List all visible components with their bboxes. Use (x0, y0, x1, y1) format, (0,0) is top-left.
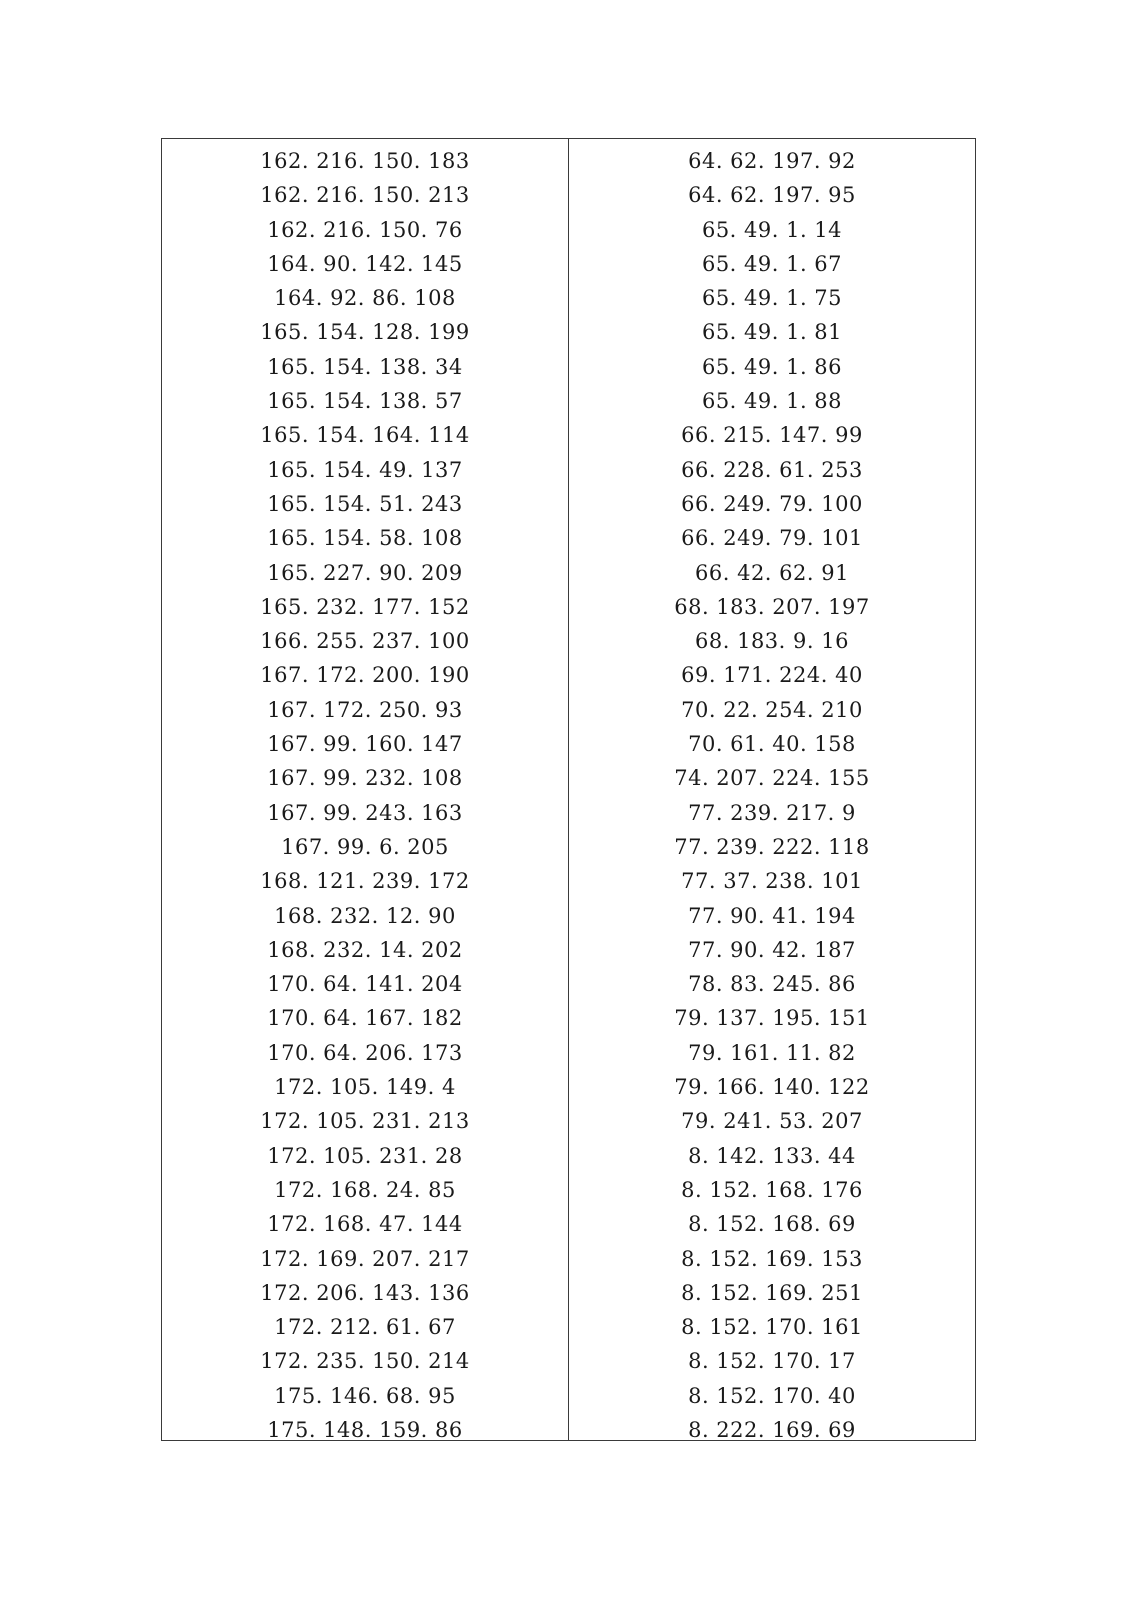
ip-address-cell: 172. 105. 231. 213 (260, 1109, 470, 1134)
ip-address-cell: 175. 148. 159. 86 (267, 1417, 463, 1442)
ip-address-cell: 172. 169. 207. 217 (260, 1246, 470, 1271)
ip-address-cell: 172. 105. 231. 28 (267, 1143, 463, 1168)
ip-address-cell: 168. 232. 14. 202 (267, 937, 463, 962)
ip-address-cell: 167. 99. 6. 205 (281, 834, 449, 859)
ip-address-cell: 172. 212. 61. 67 (274, 1315, 456, 1340)
ip-address-cell: 168. 121. 239. 172 (260, 869, 470, 894)
ip-address-cell: 164. 90. 142. 145 (267, 251, 463, 276)
ip-address-cell: 170. 64. 167. 182 (267, 1006, 463, 1031)
ip-address-cell: 165. 154. 58. 108 (267, 526, 463, 551)
ip-address-cell: 172. 105. 149. 4 (274, 1075, 456, 1100)
ip-address-cell: 175. 146. 68. 95 (274, 1383, 456, 1408)
ip-address-cell: 79. 137. 195. 151 (674, 1006, 870, 1031)
ip-address-cell: 65. 49. 1. 81 (701, 320, 843, 345)
ip-address-cell: 8. 152. 169. 251 (681, 1280, 863, 1305)
ip-address-cell: 79. 161. 11. 82 (688, 1040, 856, 1065)
ip-address-cell: 172. 168. 24. 85 (274, 1177, 456, 1202)
ip-address-cell: 64. 62. 197. 92 (688, 149, 856, 173)
ip-address-cell: 8. 152. 168. 176 (681, 1177, 863, 1202)
ip-address-cell: 70. 22. 254. 210 (681, 697, 863, 722)
ip-address-cell: 65. 49. 1. 67 (701, 251, 843, 276)
ip-address-cell: 79. 241. 53. 207 (681, 1109, 863, 1134)
ip-address-cell: 68. 183. 207. 197 (674, 594, 870, 619)
ip-address-cell: 65. 49. 1. 75 (701, 286, 843, 311)
ip-address-cell: 66. 228. 61. 253 (681, 457, 863, 482)
ip-address-cell: 77. 239. 222. 118 (674, 834, 870, 859)
ip-address-cell: 65. 49. 1. 88 (701, 389, 843, 414)
ip-address-cell: 170. 64. 141. 204 (267, 972, 463, 997)
ip-address-cell: 168. 232. 12. 90 (274, 903, 456, 928)
ip-address-cell: 66. 215. 147. 99 (681, 423, 863, 448)
ip-address-cell: 167. 99. 232. 108 (267, 766, 463, 791)
ip-address-cell: 166. 255. 237. 100 (260, 629, 470, 654)
ip-address-cell: 8. 152. 170. 17 (688, 1349, 856, 1374)
ip-address-cell: 165. 232. 177. 152 (260, 594, 470, 619)
ip-address-cell: 167. 172. 250. 93 (267, 697, 463, 722)
ip-address-cell: 165. 154. 128. 199 (260, 320, 470, 345)
ip-address-cell: 79. 166. 140. 122 (674, 1075, 870, 1100)
ip-address-cell: 170. 64. 206. 173 (267, 1040, 463, 1065)
ip-address-cell: 70. 61. 40. 158 (688, 732, 856, 757)
ip-address-cell: 165. 227. 90. 209 (267, 560, 463, 585)
ip-address-cell: 65. 49. 1. 14 (701, 217, 843, 242)
ip-address-cell: 8. 222. 169. 69 (688, 1417, 856, 1442)
ip-address-cell: 167. 99. 160. 147 (267, 732, 463, 757)
ip-address-table (161, 138, 976, 1441)
ip-column-left (162, 139, 568, 1440)
ip-address-cell: 74. 207. 224. 155 (674, 766, 870, 791)
ip-address-cell: 66. 249. 79. 101 (681, 526, 863, 551)
ip-address-cell: 165. 154. 49. 137 (267, 457, 463, 482)
ip-address-cell: 77. 37. 238. 101 (681, 869, 863, 894)
ip-address-cell: 8. 152. 168. 69 (688, 1212, 856, 1237)
ip-address-cell: 78. 83. 245. 86 (688, 972, 856, 997)
ip-address-cell: 8. 152. 170. 40 (688, 1383, 856, 1408)
ip-address-cell: 77. 239. 217. 9 (688, 800, 856, 825)
ip-address-cell: 165. 154. 51. 243 (267, 491, 463, 516)
ip-address-cell: 164. 92. 86. 108 (274, 286, 456, 311)
ip-address-cell: 8. 152. 170. 161 (681, 1315, 863, 1340)
ip-address-cell: 69. 171. 224. 40 (681, 663, 863, 688)
ip-address-cell: 68. 183. 9. 16 (695, 629, 849, 654)
ip-address-cell: 167. 172. 200. 190 (260, 663, 470, 688)
ip-address-cell: 165. 154. 164. 114 (260, 423, 470, 448)
ip-address-cell: 162. 216. 150. 76 (267, 217, 463, 242)
ip-address-cell: 8. 152. 169. 153 (681, 1246, 863, 1271)
ip-address-cell: 66. 42. 62. 91 (695, 560, 849, 585)
ip-address-cell: 165. 154. 138. 57 (267, 389, 463, 414)
ip-address-cell: 77. 90. 42. 187 (688, 937, 856, 962)
ip-column-right (568, 139, 975, 1440)
ip-address-cell: 162. 216. 150. 183 (260, 149, 470, 173)
ip-address-cell: 165. 154. 138. 34 (267, 354, 463, 379)
ip-address-cell: 167. 99. 243. 163 (267, 800, 463, 825)
ip-address-cell: 172. 206. 143. 136 (260, 1280, 470, 1305)
ip-address-cell: 64. 62. 197. 95 (688, 183, 856, 208)
ip-address-cell: 8. 142. 133. 44 (688, 1143, 856, 1168)
ip-address-cell: 172. 235. 150. 214 (260, 1349, 470, 1374)
ip-address-cell: 172. 168. 47. 144 (267, 1212, 463, 1237)
ip-address-cell: 65. 49. 1. 86 (701, 354, 843, 379)
ip-address-cell: 66. 249. 79. 100 (681, 491, 863, 516)
ip-address-cell: 77. 90. 41. 194 (688, 903, 856, 928)
ip-address-cell: 162. 216. 150. 213 (260, 183, 470, 208)
